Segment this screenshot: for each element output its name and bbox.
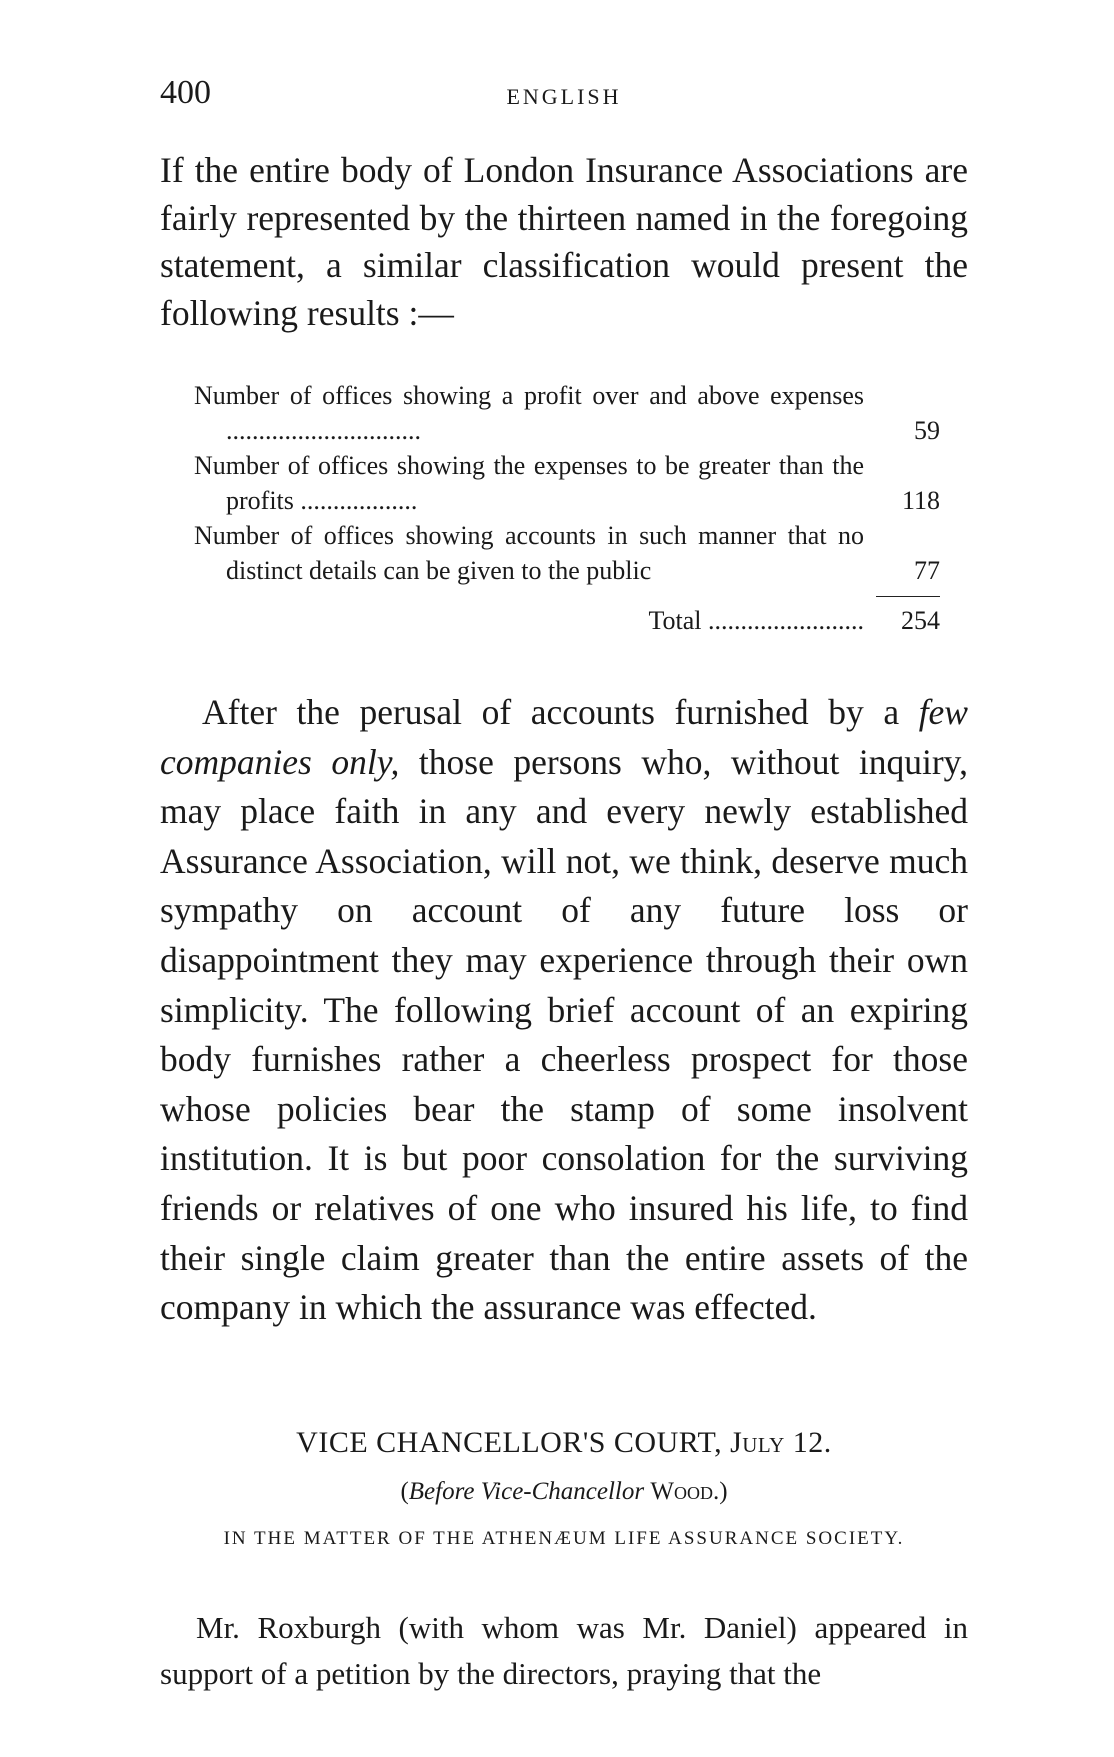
intro-paragraph: If the entire body of London Insurance Associations are fairly represented by the thirteen named in the foregoing statement, a similar classification would present the following results :—: [160, 150, 968, 333]
offices-tally: [194, 378, 940, 638]
total-label: Total: [648, 606, 702, 635]
tally-row-loss: [194, 448, 940, 518]
dot-leader: ........................: [701, 606, 864, 635]
dot-leader: ..................: [293, 486, 418, 515]
tally-row-label: Number of offices showing accounts in such manner that no distinct details can be given to the public: [194, 521, 864, 585]
tally-total-row: [194, 603, 940, 638]
before-judge-line: (Before Vice-Chancellor Wood.): [400, 1478, 728, 1505]
emphasis-few-companies: few companies only,: [160, 692, 968, 782]
matter-heading: IN THE MATTER OF THE ATHENÆUM LIFE ASSURANCE SOCIETY.: [223, 1528, 905, 1549]
tally-row-value: 77: [914, 556, 940, 585]
total-rule: [876, 596, 940, 597]
tally-row-label: Number of offices showing a profit over and above expenses ..............................: [194, 381, 864, 445]
total-value: 254: [901, 606, 940, 635]
tally-row-value: 59: [914, 416, 940, 445]
court-paragraph: Mr. Roxburgh (with whom was Mr. Daniel) appeared in support of a petition by the directors, praying that the: [160, 1610, 968, 1691]
dot-leader: ..............................: [226, 416, 421, 445]
running-head: ENGLISH: [506, 84, 622, 109]
judge-name: Wood.: [650, 1478, 720, 1505]
court-heading: VICE CHANCELLOR'S COURT, July 12.: [296, 1426, 832, 1459]
page-number: 400: [160, 74, 211, 111]
main-paragraph: After the perusal of accounts furnished by a few companies only, those persons who, without inquiry, may place faith in any and every newly established Assurance Association, will not, we think, deserve much sympathy on account of any future loss or disappointment they may experience through their own simplicity. The following brief account of an expiring body furnishes rather a cheerless prospect for those whose policies bear the stamp of some insolvent institution. It is but poor consolation for the surviving friends or relatives of one who insured his life, to find their single claim greater than the entire assets of the company in which the assurance was effected.: [160, 692, 968, 1328]
court-date: July 12.: [730, 1426, 832, 1459]
tally-row-value: 118: [901, 486, 940, 515]
tally-row-undisclosed: [194, 518, 940, 588]
page-header: [160, 74, 968, 114]
tally-row-profit: [194, 378, 940, 448]
tally-row-label: Number of offices showing the expenses to be greater than the profits ..................: [194, 451, 864, 515]
